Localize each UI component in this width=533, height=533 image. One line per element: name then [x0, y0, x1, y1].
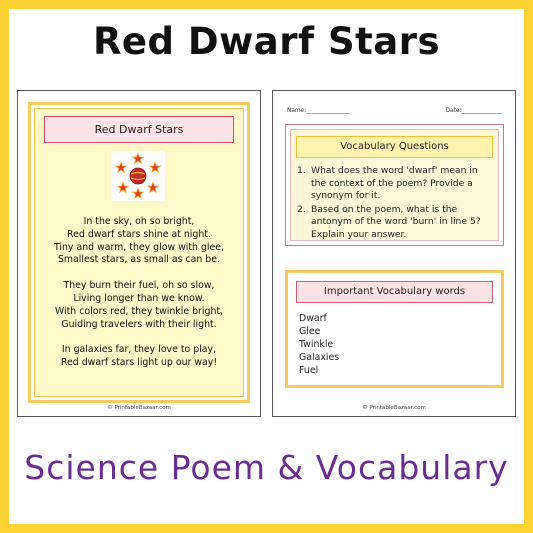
question-number: 1.	[297, 165, 306, 176]
vocab-word: Twinkle	[299, 339, 334, 350]
vocab-word: Glee	[299, 326, 321, 337]
copyright-footer: © PrintableBazaar.com	[107, 405, 171, 411]
poem-line: With colors red, they twinkle bright,	[54, 305, 224, 317]
question-number: 2.	[297, 203, 306, 215]
poem-line: Smallest stars, as small as can be.	[57, 254, 221, 266]
vocabulary-worksheet	[272, 90, 516, 417]
name-date-row	[287, 108, 502, 114]
poem-line: In galaxies far, they love to play,	[61, 344, 217, 356]
poem-body	[38, 216, 240, 383]
vocab-word: Fuel	[299, 365, 319, 376]
question-item	[297, 204, 492, 242]
vocab-word: Dwarf	[299, 313, 327, 324]
subtitle-banner: Science Poem & Vocabulary	[24, 448, 509, 487]
vocab-word: Galaxies	[299, 352, 340, 363]
poem-stanza	[38, 280, 240, 331]
poem-line: Tiny and warm, they glow with glee,	[53, 241, 225, 253]
red-dwarf-star-icon	[111, 151, 165, 201]
name-field-label: Name:_______________	[287, 108, 350, 114]
poem-line: Living longer than we know.	[73, 292, 205, 304]
date-field-label: Date:______________	[445, 108, 502, 114]
poem-line: They burn their fuel, oh so slow,	[63, 280, 215, 292]
poem-line: Red dwarf stars light up our way!	[60, 357, 218, 369]
vocab-word-list	[299, 312, 479, 377]
poem-title: Red Dwarf Stars	[44, 116, 234, 143]
question-item	[297, 165, 492, 203]
questions-heading: Vocabulary Questions	[296, 136, 493, 158]
poem-line: In the sky, oh so bright,	[83, 216, 195, 227]
poem-line: Guiding travelers with their light.	[61, 318, 217, 330]
poem-line: Red dwarf stars shine at night.	[67, 228, 211, 240]
question-text: What does the word 'dwarf' mean in the context of the poem? Provide a synonym for it.	[311, 165, 478, 202]
question-list	[297, 165, 492, 243]
poem-worksheet	[17, 90, 261, 417]
poem-stanza	[38, 344, 240, 370]
copyright-footer: © PrintableBazaar.com	[362, 405, 426, 411]
page-title: Red Dwarf Stars	[92, 20, 441, 63]
vocab-heading: Important Vocabulary words	[296, 281, 493, 303]
poem-stanza	[38, 216, 240, 267]
question-text: Based on the poem, what is the antonym of the word 'burn' in line 5? Explain your answer.	[311, 203, 481, 240]
